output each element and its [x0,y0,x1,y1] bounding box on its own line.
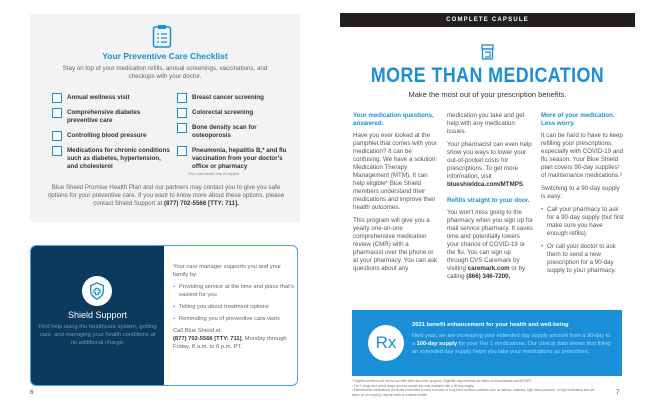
pill-bottle-icon [481,44,494,60]
footnote: ¹ Tier 3 drugs and select drugs such as opioids are only available with a 30-day supply. [352,383,475,388]
paragraph: This program will give you a yearly one-on-one comprehensive medication review (CMR) with a pharmacist over the phone or at your pharmacy. You can ask questions about any [353,217,438,272]
contact-text: Blue Shield Promise Health Plan and our partners may contact you to give you safe options for your preventive care. If you want to know more about these options, please contact Shield Support at [47,184,285,207]
list-item: • Call your pharmacy to ask for a 90-day supply (but first make sure you have enough refills). [541,206,625,238]
checklist-item[interactable] [52,147,170,170]
paragraph: Have you ever looked at the pamphlet that comes with your medication? It can be confusing. We have a solution: Medication Therapy Management (MTM). It can help eligible* Blue Shield members understand their medications and improve their health outcomes. [353,132,438,211]
item-label: Medications for chronic conditions such as diabetes, hypertension, and cholesterol [67,147,170,170]
steps-list [541,206,625,275]
checklist-contact [46,184,286,208]
list-item: • Telling you about treatment options [173,303,295,311]
hours: , Monday through Friday, 8 a.m. to 6 p.m. PT. [173,336,287,350]
item-label: Controlling blood pressure [67,132,147,139]
footnote: * Eligible members will receive an offer letter about the program. Eligibility requirements are listed on blueshieldca.com/MTMPS [352,379,532,383]
checkbox[interactable] [52,93,62,103]
checkbox[interactable] [177,108,187,118]
text: Your pharmacist can even help show you ways to lower your out-of-pocket costs for prescriptions. To get more information, visit [447,141,532,180]
item-label: Breast cancer screening [192,94,264,101]
preventive-care-checklist [30,14,300,222]
paragraph: Switching to a 90-day supply is easy: [541,185,620,200]
checkbox[interactable] [52,146,62,156]
shield-icon [82,276,112,306]
column-heading: Your medication questions, answered. [353,112,434,127]
banner-title: 2021 benefit enhancement for your health and well-being [412,322,569,328]
phone-number: (877) 702-5566 [TTY: 711] [173,336,242,342]
caremark-phone: (866) 346-7200. [466,273,511,280]
text: Next year, we are increasing your extended day supply amount from a 90-day to a [412,333,611,347]
banner-text [412,332,612,356]
checkbox[interactable] [52,108,62,118]
paragraph: It can be hard to have to keep refilling your prescriptions, especially with COVID-19 and flu season. Your Blue Shield plan covers 90-day supplies¹ of maintenance medications.² [541,132,624,179]
checklist-item[interactable] [52,132,162,141]
shield-support-card [30,245,298,386]
column-heading: Refills straight to your door. [447,197,530,204]
checklist-item[interactable] [177,94,295,103]
checklist-item[interactable] [177,124,295,140]
support-list [173,283,295,323]
list-item: • Reminding you of preventive care visits [173,315,295,323]
text: or by calling [447,265,526,280]
page-title: MORE THAN MEDICATION [370,64,605,87]
text-bold: 100-day supply [416,341,458,347]
contact-phone: (877) 702-5566 [TTY: 711]. [164,200,239,207]
item-label: Colorectal screening [192,109,254,116]
checklist-item[interactable] [52,109,162,125]
item-label: Annual wellness visit [67,94,130,101]
item-label: Comprehensive diabetes preventive care [67,109,141,124]
page-subtitle: Make the most out of your prescription benefits. [408,90,567,99]
call-info [173,327,295,351]
paragraph: medication you take and get help with any medication issues. [447,112,525,135]
care-manager-intro: Your care manager supports you and your family by: [173,264,282,278]
item-label: Bone density scan for osteoporosis [192,124,257,139]
column-heading: More of your medication. Less worry. [541,112,615,127]
page-number: 7 [616,390,620,396]
footnotes [352,379,602,397]
checklist-item[interactable] [177,109,295,118]
mtmps-link[interactable]: blueshieldca.com/MTMPS [447,181,523,188]
paragraph [447,209,533,281]
shield-support-panel [31,246,164,385]
text: You won't miss going to the pharmacy when you sign up for mail service pharmacy. It saves time and potentially lowers your chance of COVID-19 or the flu. You can sign up through CVS Caremark by visiting [447,209,533,272]
checklist-title: Your Preventive Care Checklist [102,51,228,61]
shield-support-title: Shield Support [67,310,128,320]
benefit-banner [352,310,622,376]
checklist-intro: Stay on top of your medication refills, annual screenings, vaccinations, and checkups with your doctor. [62,65,268,80]
item-label: Pneumonia, hepatitis B,* and flu vaccination from your doctor's office or pharmacy [192,147,287,170]
section-header: COMPLETE CAPSULE [340,13,635,27]
paragraph: Your pharmacist can even help show you ways to lower your out-of-pocket costs for prescriptions. To get more information, visit blueshieldca.com/MTMPS. [447,141,532,188]
page-number: 6 [30,390,34,396]
list-item: • Or call your doctor to ask them to send a new prescription for a 90-day supply to your pharmacy. [541,243,625,275]
checkbox[interactable] [177,123,187,133]
column-refills [447,112,533,286]
checkbox[interactable] [52,131,62,141]
rx-icon: Rx [368,325,404,361]
footnote: ² Maintenance medications are those prescribed to treat a chronic or long-term medical condition such as asthma, diabetes, high blood pressure, or high cholesterol and are taken on an ongoing, regular basis to maintain health. [352,388,595,397]
call-text: Call Blue Shield at [173,328,221,334]
shield-support-description: Find help using the healthcare system, getting care, and managing your health conditions at no additional charge. [38,324,157,346]
checklist-item[interactable] [177,147,299,170]
checkbox[interactable] [177,146,187,156]
caremark-link[interactable]: caremark.com [467,265,510,272]
authorization-note: *Prior authorization may be required. [188,172,240,176]
column-more-medication [541,112,625,280]
text: for your Tier 1 medications. Our clinical data shows that filling an extended day supply helps you take your medications as prescribed. [412,341,611,355]
checklist-item[interactable] [52,94,162,103]
column-medication-questions [353,112,439,278]
list-item: • Providing service at the time and place that's easiest for you [173,283,295,299]
checkbox[interactable] [177,93,187,103]
clipboard-icon [152,24,172,48]
care-manager-info [173,263,295,351]
